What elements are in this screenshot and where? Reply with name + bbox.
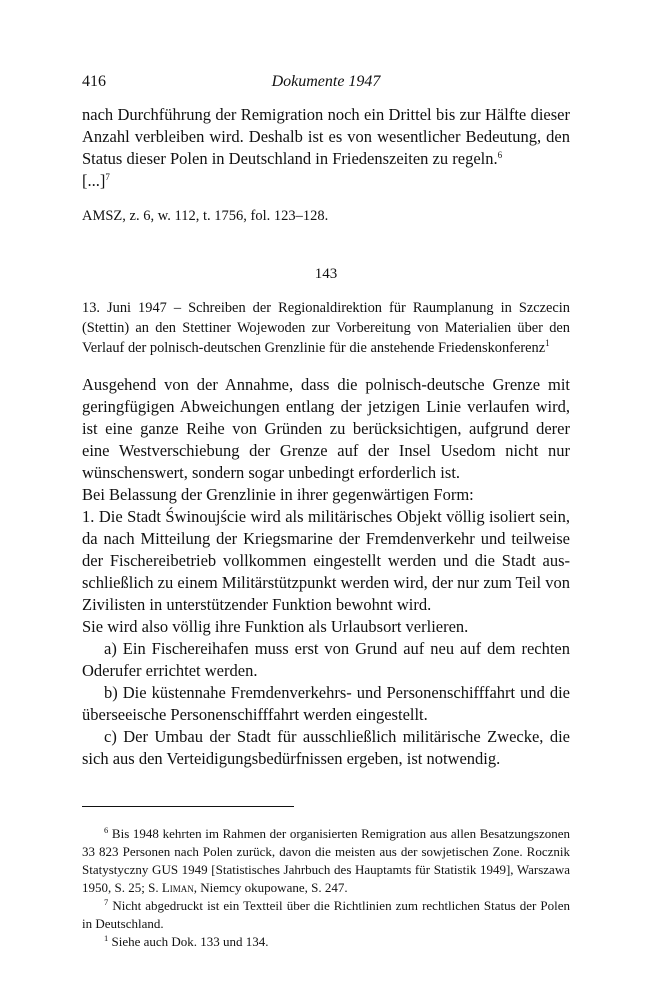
running-title: Dokumente 1947 <box>271 73 381 90</box>
archive-source: AMSZ, z. 6, w. 112, t. 1756, fol. 123–128. <box>82 208 329 224</box>
continuation-block <box>82 104 570 192</box>
list-item-c: c) Der Umbau der Stadt für ausschließlich militärische Zwecke, die sich aus den Verteidigungsbedürfnissen ergeben, ist notwendig. <box>82 727 570 768</box>
footnote-text: Bis 1948 kehrten im Rahmen der organisierten Remigration aus allen Besatzungszonen 33 823 Personen nach Polen zurück, davon die meisten aus der sowjetischen Zone. Rocznik Statystyczny GUS 1949 [Statistisches Jahrbuch des Hauptamts für Statistik 1949], Warszawa 1950, S. 25; S. <box>82 826 570 895</box>
page <box>82 70 570 951</box>
document-number: 143 <box>314 266 338 282</box>
document-heading <box>82 298 570 358</box>
footnote-rule <box>82 806 294 807</box>
omission-paragraph <box>82 170 570 192</box>
document-heading-text: 13. Juni 1947 – Schreiben der Regionaldirektion für Raumplanung in Szczecin (Stettin) an den Stettiner Wojewoden zur Vorbereitung von Materialien über den Verlauf der polnisch-deutschen Grenzlinie für die anstehende Friedenskonferenz <box>82 300 570 356</box>
footnote-ref-7: 7 <box>105 172 110 182</box>
footnote-marker: 7 <box>104 897 109 907</box>
footnote-text-end: , Niemcy okupowane, S. 247. <box>193 880 348 895</box>
footnote-ref-1: 1 <box>545 338 550 348</box>
continuation-paragraph <box>82 104 570 170</box>
document-body <box>82 374 570 770</box>
footnote-1 <box>82 933 570 951</box>
footnote-marker: 1 <box>104 933 109 943</box>
continuation-text: nach Durchführung der Remigration noch ein Drittel bis zur Hälfte dieser Anzahl verbleiben wird. Deshalb ist es von wesentlicher Bedeutung, den Status dieser Polen in Deutschland in Friedenszeiten zu regeln. <box>82 105 570 168</box>
page-number: 416 <box>82 73 106 90</box>
footnote-ref-6: 6 <box>497 150 503 160</box>
list-item-b: b) Die küstennahe Fremdenverkehrs- und Personenschifffahrt und die überseeische Personenschifffahrt werden eingestellt. <box>82 683 570 724</box>
body-paragraph: 1. Die Stadt Świnoujście wird als militärisches Objekt völlig isoliert sein, da nach Mitteilung der Kriegsmarine der Fremdenverkehr und teilweise der Fischereibetrieb vollkommen eingestellt werden und die Stadt ausschließlich zu einem Militärstützpunkt werden wird, der nur zum Teil von Zivilisten in unterstützender Funktion bewohnt wird. <box>82 507 570 614</box>
footnote-text: Nicht abgedruckt ist ein Textteil über die Richtlinien zum rechtlichen Status der Polen in Deutschland. <box>82 898 570 931</box>
body-paragraph: Bei Belassung der Grenzlinie in ihrer gegenwärtigen Form: <box>82 485 474 504</box>
footnote-marker: 6 <box>104 825 109 835</box>
footnotes <box>82 825 570 951</box>
footnote-author: Liman <box>161 880 194 895</box>
running-head <box>82 70 570 94</box>
body-paragraph: Sie wird also völlig ihre Funktion als Urlaubsort verlieren. <box>82 617 469 636</box>
list-item-a: a) Ein Fischereihafen muss erst von Grund auf neu auf dem rechten Oderufer errichtet werden. <box>82 639 570 680</box>
omission-ellipsis: [...] <box>82 171 106 190</box>
footnote-7 <box>82 897 570 933</box>
footnote-6 <box>82 825 570 897</box>
body-paragraph: Ausgehend von der Annahme, dass die polnisch-deutsche Grenze mit geringfügigen Abweichungen entlang der jetzigen Linie verlaufen wird, ist eine ganze Reihe von Gründen zu berücksichtigen, aufgrund derer eine Westverschiebung der Grenze auf der Insel Usedom nicht nur wünschenswert, sondern sogar unbedingt erforderlich ist. <box>82 375 570 482</box>
footnote-text: Siehe auch Dok. 133 und 134. <box>111 934 269 949</box>
